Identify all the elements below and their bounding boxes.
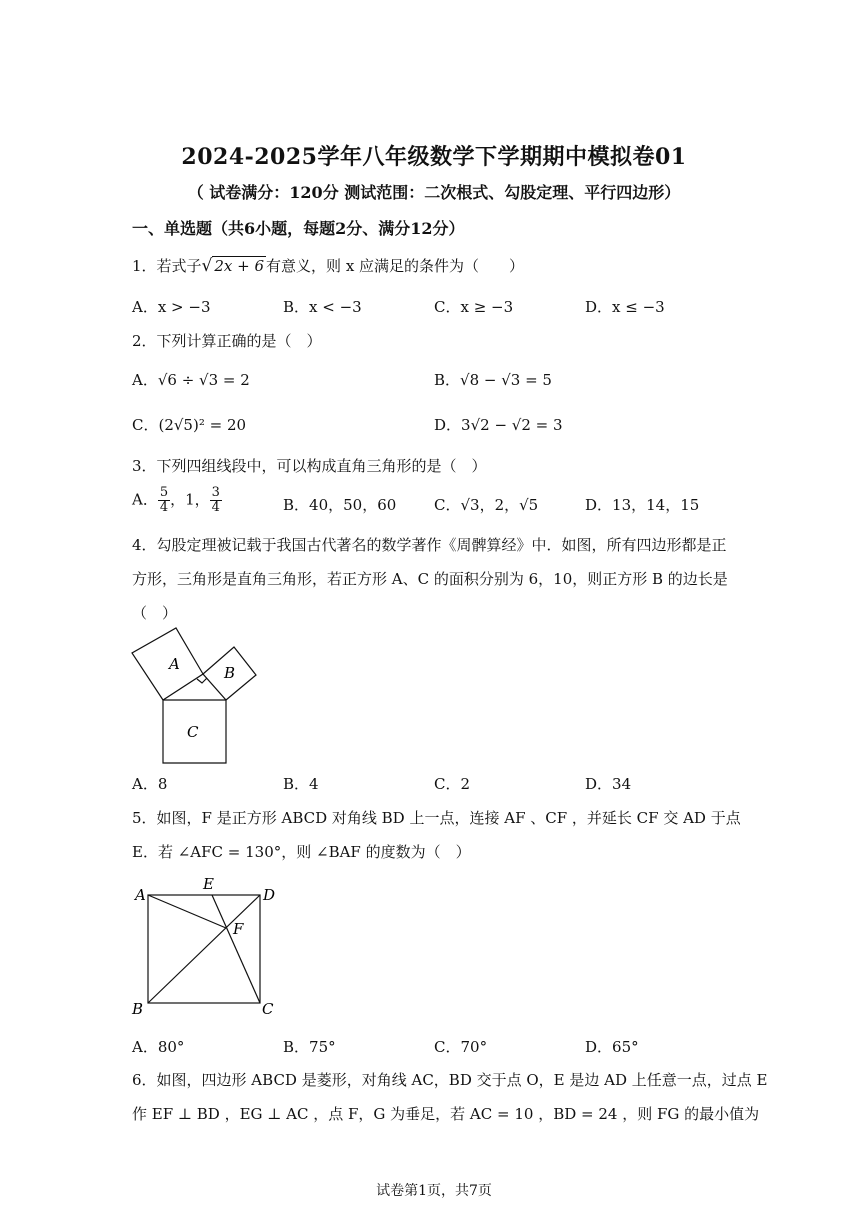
q2-option-d[interactable]: D．3√2 − √2 = 3 (434, 416, 563, 434)
square-a (132, 628, 203, 700)
square-diagonal-diagram (128, 872, 288, 1022)
question-1-stem (132, 255, 524, 276)
question-6-line-2: 作 EF ⊥ BD ，EG ⊥ AC ，点 F，G 为垂足，若 AC = 10 ，BD = 24 ，则 FG 的最小值为 (132, 1105, 760, 1123)
question-2-stem: 2．下列计算正确的是（ ） (132, 332, 322, 350)
q3-option-b[interactable]: B．40，50，60 (283, 496, 397, 514)
label-c: C (262, 1000, 274, 1018)
q2-option-c[interactable]: C．(2√5)² = 20 (132, 416, 247, 434)
fraction-numerator: 3 (211, 485, 220, 500)
q2-option-a[interactable]: A．√6 ÷ √3 = 2 (132, 371, 250, 389)
q4-option-b[interactable]: B．4 (283, 775, 319, 793)
question-5-line-2: E．若 ∠AFC = 130°，则 ∠BAF 的度数为（ ） (132, 843, 471, 861)
question-4-line-2: 方形，三角形是直角三角形，若正方形 A、C 的面积分别为 6，10，则正方形 B 的边长是 (132, 570, 728, 588)
label-f: F (233, 920, 244, 938)
label-square-b: B (224, 664, 236, 682)
q2-option-b[interactable]: B．√8 − √3 = 5 (434, 371, 552, 389)
fraction-five-quarters (158, 486, 170, 515)
q3-option-c[interactable]: C．√3，2，√5 (434, 496, 539, 514)
q5-option-a[interactable]: A．80° (132, 1038, 185, 1056)
question-6-line-1: 6．如图，四边形 ABCD 是菱形，对角线 AC，BD 交于点 O，E 是边 AD 上任意一点，过点 E (132, 1071, 768, 1089)
label-square-c: C (187, 723, 199, 741)
q4-option-c[interactable]: C．2 (434, 775, 471, 793)
q1-stem-suffix: 有意义，则 x 应满足的条件为（ ） (266, 257, 525, 275)
fraction-three-quarters (210, 486, 222, 515)
question-3-stem: 3．下列四组线段中，可以构成直角三角形的是（ ） (132, 457, 487, 475)
label-b: B (132, 1000, 144, 1018)
q4-option-a[interactable]: A．8 (132, 775, 168, 793)
question-4-line-3: （ ） (132, 604, 178, 622)
exam-title: 2024-2025学年八年级数学下学期期中模拟卷01 (181, 144, 687, 170)
fraction-denominator: 4 (159, 500, 169, 515)
q3-option-d[interactable]: D．13，14，15 (585, 496, 700, 514)
q5-figure (128, 872, 288, 1022)
q4-figure (125, 624, 265, 769)
sqrt-symbol: √ (201, 256, 213, 276)
q1-stem-prefix: 1．若式子 (132, 257, 202, 275)
label-e: E (203, 875, 214, 893)
page-footer: 试卷第1页，共7页 (376, 1183, 492, 1199)
exam-subtitle: （ 试卷满分：120分 测试范围：二次根式、勾股定理、平行四边形） (187, 183, 681, 202)
q4-option-d[interactable]: D．34 (585, 775, 632, 793)
fraction-numerator: 5 (159, 485, 169, 500)
q1-option-d[interactable]: D．x ≤ −3 (585, 298, 665, 316)
q5-option-c[interactable]: C．70° (434, 1038, 488, 1056)
q5-option-d[interactable]: D．65° (585, 1038, 639, 1056)
q5-option-b[interactable]: B．75° (283, 1038, 336, 1056)
section-title: 一、单选题（共6小题，每题2分、满分12分） (132, 219, 465, 238)
q1-option-b[interactable]: B．x < −3 (283, 298, 362, 316)
label-a: A (135, 886, 146, 904)
label-d: D (263, 886, 276, 904)
q1-option-c[interactable]: C．x ≥ −3 (434, 298, 514, 316)
question-4-line-1: 4．勾股定理被记载于我国古代著名的数学著作《周髀算经》中．如图，所有四边形都是正 (132, 536, 727, 554)
right-angle-mark (197, 678, 207, 683)
q1-option-a[interactable]: A．x > −3 (132, 298, 211, 316)
q3-option-a[interactable] (132, 486, 222, 515)
q1-radicand: 2x + 6 (214, 257, 265, 275)
pythagoras-squares-diagram (125, 624, 265, 769)
segment-ce (212, 895, 260, 1003)
label-square-a: A (169, 655, 180, 673)
q3-option-a-middle: ，1， (170, 490, 210, 509)
question-5-line-1: 5．如图，F 是正方形 ABCD 对角线 BD 上一点，连接 AF 、CF ，并延长 CF 交 AD 于点 (132, 809, 741, 827)
q3-option-a-prefix: A． (132, 490, 158, 509)
diagonal-bd (148, 895, 260, 1003)
fraction-denominator: 4 (211, 500, 220, 515)
